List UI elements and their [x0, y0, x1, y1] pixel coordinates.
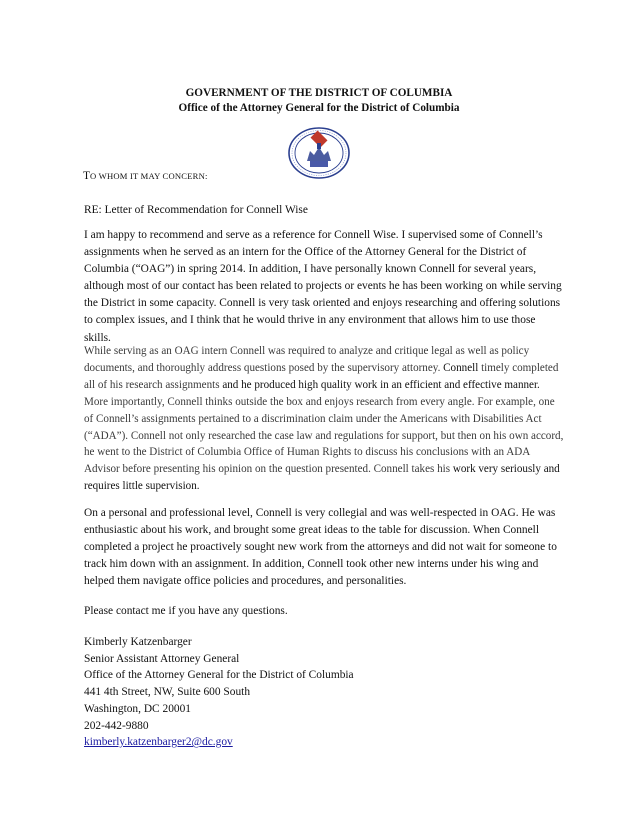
paragraph-2 — [84, 343, 564, 495]
salutation-text: O WHOM IT MAY CONCERN: — [90, 171, 208, 181]
salutation-initial: T — [83, 170, 91, 182]
signer-office: Office of the Attorney General for the District of Columbia — [84, 669, 354, 682]
letterhead — [0, 86, 638, 116]
signer-title: Senior Assistant Attorney General — [84, 652, 240, 665]
paragraph-1 — [84, 227, 564, 347]
closing-text: Please contact me if you have any questions. — [84, 605, 288, 617]
subject-line — [84, 202, 564, 219]
paragraph-1-text: I am happy to recommend and serve as a reference for Connell Wise. I supervised some of Connell’s assignments when he served as an intern for the Office of the Attorney General for the District of Columbia (“OAG”) in spring 2014. In addition, I have personally known Connell for several years, although most of our contact has been related to projects or events he has been working on while serving the District in some capacity. Connell is very task oriented and enjoys researching and offering solutions to complex issues, and I think that he would thrive in any environment that allows him to use those skills. — [84, 229, 562, 344]
paragraph-2-part-4: and he produced high quality work in an efficient and effective manner. — [222, 378, 540, 391]
signer-street: 441 4th Street, NW, Suite 600 South — [84, 686, 251, 699]
letterhead-line-2: Office of the Attorney General for the District of Columbia — [178, 102, 460, 114]
paragraph-2-part-6: work very seriously and requires little supervision. — [84, 463, 560, 493]
paragraph-3-text: On a personal and professional level, Connell is very collegial and was well-respected in OAG. He was enthusiastic about his work, and brought some great ideas to the table for discussion. When Connell completed a project he proactively sought new work from the attorneys and did not wait for someone to track him down with an assignment. In addition, Connell took other new interns under his wing and helped them navigate office policies and procedures, and personalities. — [84, 507, 557, 588]
paragraph-2-text — [84, 343, 564, 495]
letterhead-line-1: GOVERNMENT OF THE DISTRICT OF COLUMBIA — [185, 87, 453, 99]
signer-phone: 202-442-9880 — [84, 719, 149, 732]
paragraph-2-part-2: Connell — [443, 361, 479, 374]
signer-email-link[interactable]: kimberly.katzenbarger2@dc.gov — [84, 736, 233, 749]
paragraph-2-part-5: More importantly, Connell thinks outside the box and enjoys research from every angle. For example, one of Connell’s assignments pertained to a discrimination claim under the Americans with Disabilities Act (“ADA”). Connell not only researched the case law and regulations for support, but then on his own accord, he went to the District of Columbia Office of Human Rights to discuss his conclusions with an ADA Advisor before presenting his opinion on the question presented. Connell takes his — [84, 395, 564, 476]
signature-block — [84, 634, 354, 751]
paragraph-2-part-1: While serving as an OAG intern Connell was required to analyze and critique legal as well as policy documents, and thoroughly address questions posed by the supervisory attorney. — [84, 345, 530, 374]
salutation — [83, 170, 208, 182]
closing — [84, 603, 564, 620]
dc-oag-seal-icon — [288, 127, 350, 179]
signer-city: Washington, DC 20001 — [84, 702, 191, 715]
signer-name: Kimberly Katzenbarger — [84, 636, 192, 648]
paragraph-3 — [84, 505, 564, 590]
paragraph-2-part-3: timely completed all of his research assignments — [84, 361, 559, 391]
re-line: RE: Letter of Recommendation for Connell Wise — [84, 204, 308, 216]
